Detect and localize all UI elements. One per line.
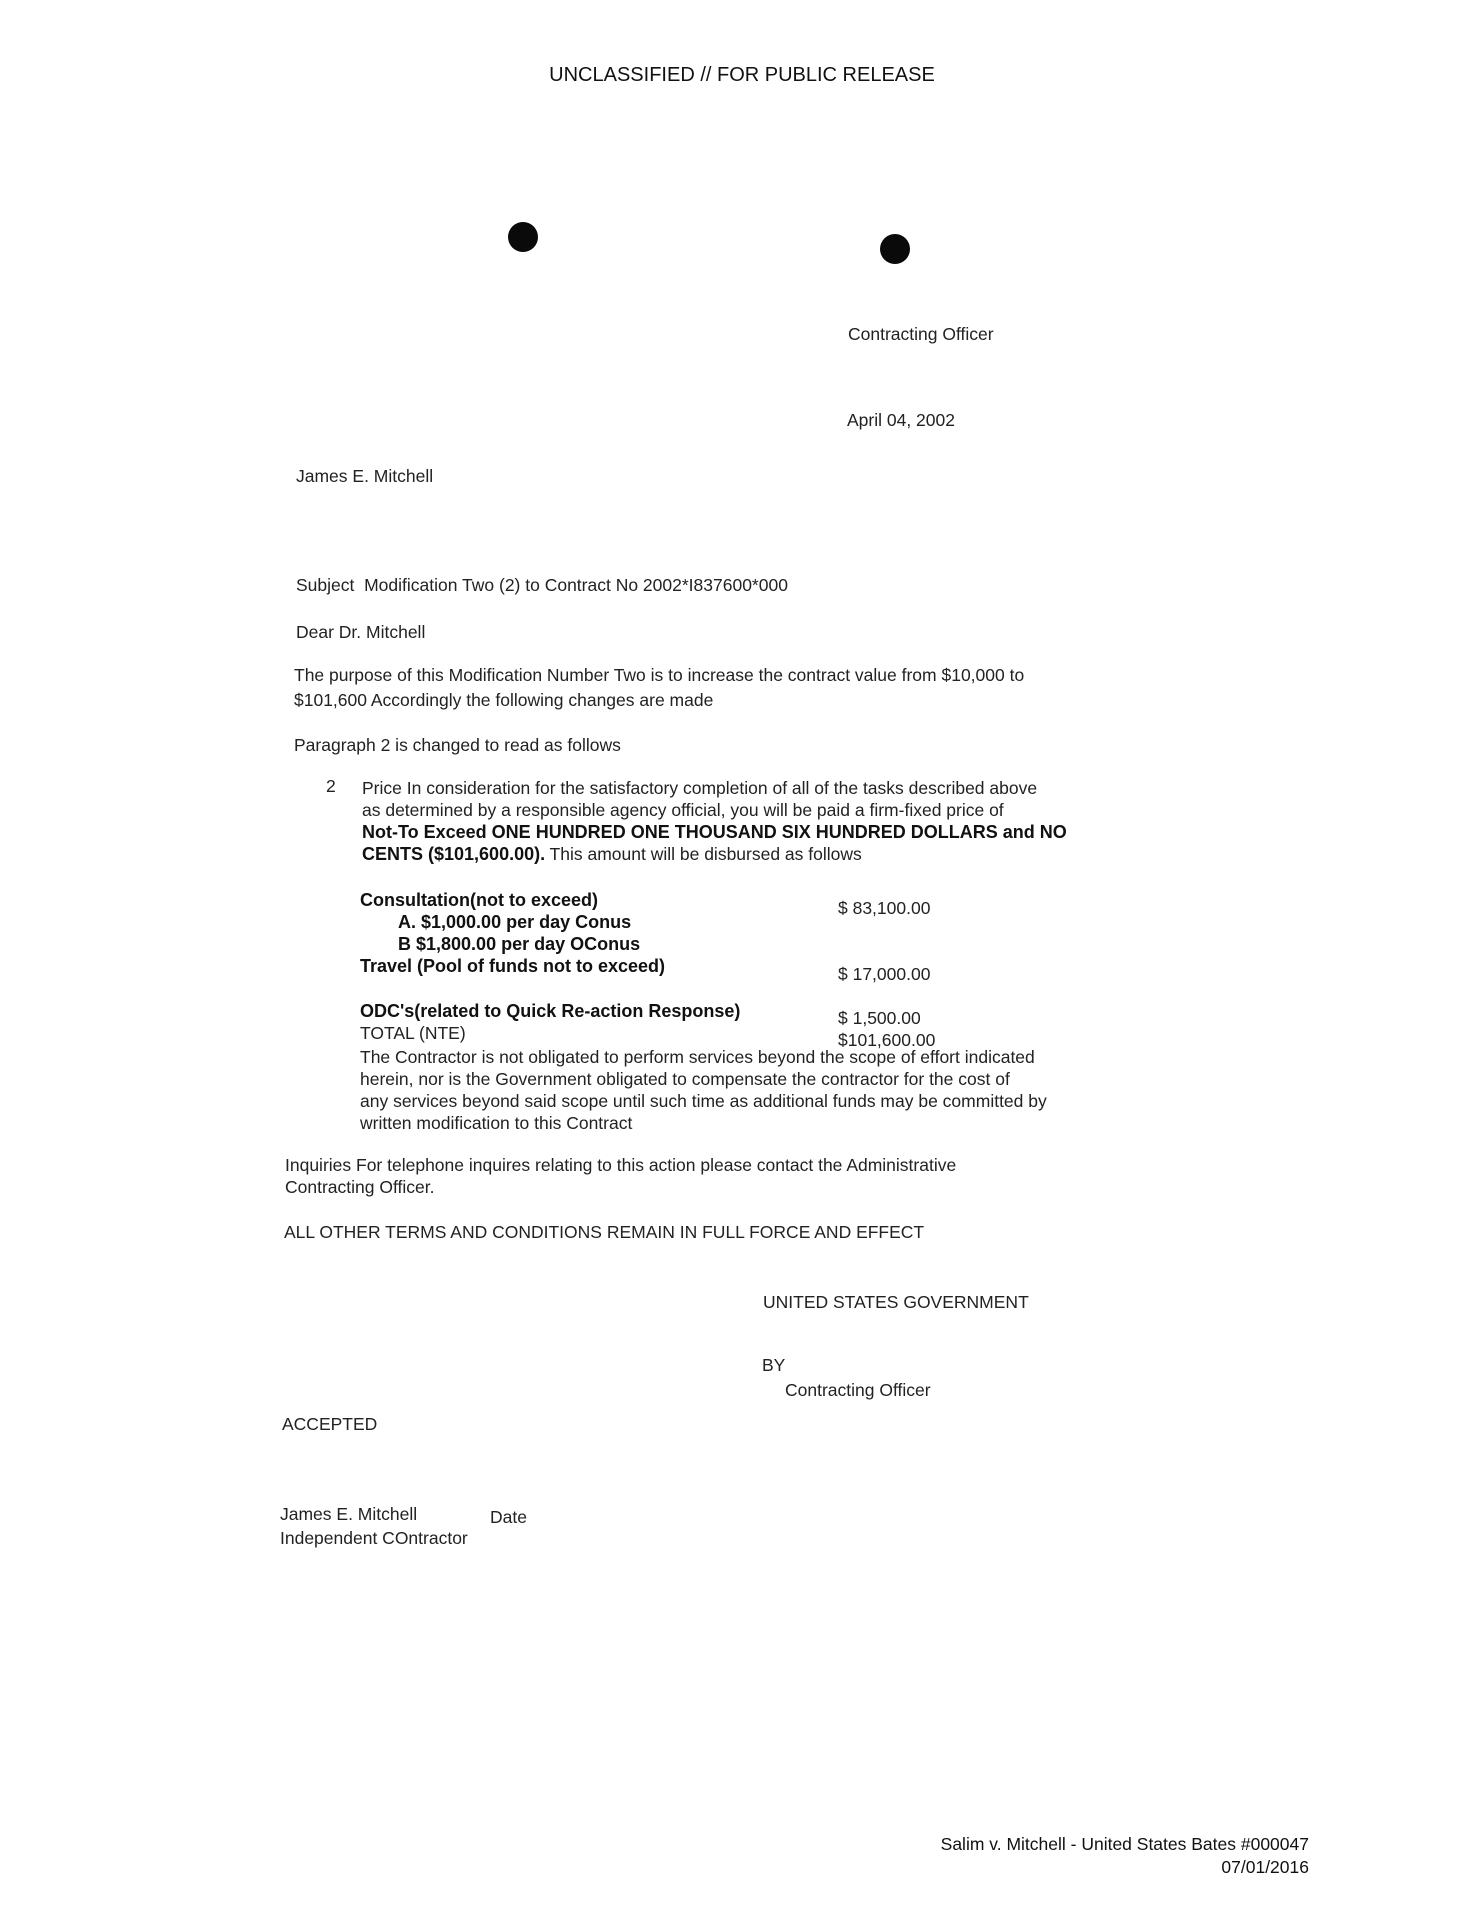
total-label: TOTAL (NTE): [360, 1023, 466, 1043]
scope-line-3: any services beyond said scope until such time as additional funds may be committed by: [360, 1091, 1047, 1111]
recipient-name: James E. Mitchell: [296, 466, 434, 486]
accepted-label: ACCEPTED: [282, 1414, 378, 1434]
price-amount-words: CENTS ($101,600.00).: [362, 844, 546, 864]
rate-oconus: B $1,800.00 per day OConus: [398, 934, 641, 954]
price-disbursement: This amount will be disbursed as follows: [549, 844, 862, 864]
price-line-3: Not-To Exceed ONE HUNDRED ONE THOUSAND SIX HUNDRED DOLLARS and NO: [362, 822, 1067, 842]
scope-line-4: written modification to this Contract: [360, 1113, 633, 1133]
consultation-amount: $ 83,100.00: [838, 898, 931, 918]
price-line-2: as determined by a responsible agency official, you will be paid a firm-fixed price of: [362, 800, 1004, 820]
date-label: Date: [490, 1507, 527, 1527]
salutation: Dear Dr. Mitchell: [296, 622, 426, 642]
odc-label: ODC's(related to Quick Re-action Response): [360, 1001, 741, 1021]
item-number: 2: [326, 776, 336, 796]
footer-date: 07/01/2016: [1221, 1857, 1309, 1877]
redaction-dot-right: [880, 234, 910, 264]
by-title: Contracting Officer: [785, 1380, 931, 1400]
price-line-1: Price In consideration for the satisfactory completion of all of the tasks described above: [362, 778, 1038, 798]
subject-text: Modification Two (2) to Contract No 2002*I837600*000: [364, 575, 788, 595]
total-amount: $101,600.00: [838, 1030, 936, 1050]
travel-amount: $ 17,000.00: [838, 964, 931, 984]
subject-line: [296, 575, 788, 596]
scope-line-2: herein, nor is the Government obligated to compensate the contractor for the cost of: [360, 1069, 1010, 1089]
sender-title: Contracting Officer: [848, 324, 994, 344]
paragraph-intro: Paragraph 2 is changed to read as follows: [294, 735, 621, 755]
purpose-line-2: $101,600 Accordingly the following changes are made: [294, 690, 714, 710]
bates-number: Salim v. Mitchell - United States Bates #000047: [940, 1834, 1309, 1854]
redaction-dot-left: [508, 222, 538, 252]
inquiries-line-1: Inquiries For telephone inquires relating to this action please contact the Administrative: [285, 1155, 957, 1175]
price-line-4: [362, 844, 862, 865]
odc-amount: $ 1,500.00: [838, 1008, 921, 1028]
government-name: UNITED STATES GOVERNMENT: [763, 1292, 1029, 1312]
signer-title: Independent COntractor: [280, 1528, 468, 1548]
classification-banner: UNCLASSIFIED // FOR PUBLIC RELEASE: [549, 64, 935, 86]
consultation-label: Consultation(not to exceed): [360, 890, 598, 910]
inquiries-line-2: Contracting Officer.: [285, 1177, 435, 1197]
letter-date: April 04, 2002: [847, 410, 955, 430]
subject-label: Subject: [296, 575, 355, 595]
scope-line-1: The Contractor is not obligated to perform services beyond the scope of effort indicated: [360, 1047, 1035, 1067]
by-label: BY: [762, 1355, 786, 1375]
purpose-line-1: The purpose of this Modification Number Two is to increase the contract value from $10,000 to: [294, 665, 1025, 685]
travel-label: Travel (Pool of funds not to exceed): [360, 956, 666, 976]
terms-statement: ALL OTHER TERMS AND CONDITIONS REMAIN IN FULL FORCE AND EFFECT: [284, 1222, 925, 1242]
rate-conus: A. $1,000.00 per day Conus: [398, 912, 632, 932]
signer-name: James E. Mitchell: [280, 1504, 418, 1524]
